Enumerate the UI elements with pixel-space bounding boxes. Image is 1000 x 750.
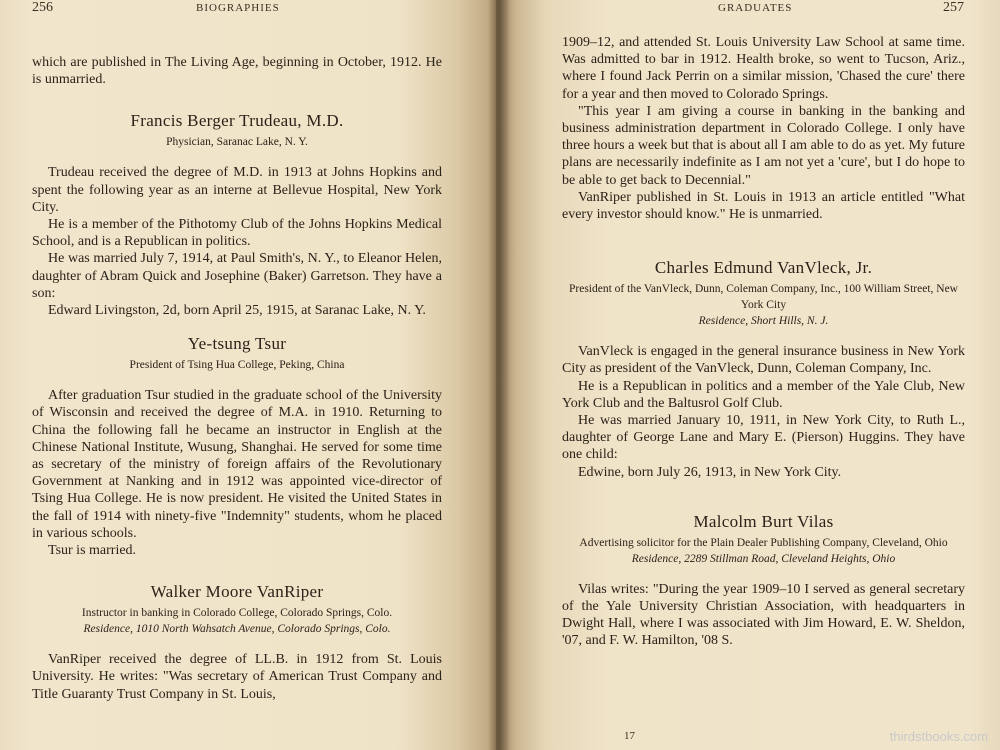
book-gutter bbox=[488, 0, 510, 750]
left-page-number: 256 bbox=[32, 0, 53, 15]
right-page bbox=[496, 0, 1000, 750]
body-paragraph: After graduation Tsur studied in the graduate school of the University of Wisconsin and received the degree of M.A. in 1910. Returning to China the following fall he became an instructor in English at the Chinese National Institute, Wusung, Shanghai. He served for some time as secretary of the ministry of foreign affairs of the Revolutionary Government at Nanking and in 1912 was appointed vice-director of Tsing Hua College. He is now president. He visited the United States in the fall of 1914 with ninety-five "Indemnity" students, whom he placed in various schools. bbox=[32, 388, 442, 541]
entry-name-vilas: Malcolm Burt Vilas bbox=[693, 511, 834, 531]
body-paragraph: "This year I am giving a course in banking in the banking and business administration department in Colorado College. I only have three hours a week but that is about all I am able to do as yet. My future plans are necessarily indefinite as I am not yet a 'cure', but I do hope to be able to get back to Decennial." bbox=[562, 103, 965, 188]
entry-subtitle-vanvleck: President of the VanVleck, Dunn, Coleman Company, Inc., 100 William Street, New York City bbox=[569, 283, 958, 312]
left-column bbox=[32, 54, 442, 703]
watermark: thirdstbooks.com bbox=[889, 729, 988, 744]
body-paragraph: Edwine, born July 26, 1913, in New York City. bbox=[578, 464, 842, 480]
entry-residence-vilas: Residence, 2289 Stillman Road, Cleveland Heights, Ohio bbox=[631, 552, 896, 565]
entry-name-vanriper: Walker Moore VanRiper bbox=[150, 582, 324, 602]
body-paragraph: VanRiper received the degree of LL.B. in 1912 from St. Louis University. He writes: "Was secretary of American Trust Company and Title Guaranty Trust Company in St. Louis, bbox=[32, 652, 442, 702]
intro-paragraph: which are published in The Living Age, beginning in October, 1912. He is unmarried. bbox=[32, 55, 442, 88]
body-paragraph: Tsur is married. bbox=[48, 543, 137, 559]
right-running-head: GRADUATES bbox=[718, 2, 793, 14]
signature-mark: 17 bbox=[624, 730, 635, 742]
body-paragraph: Edward Livingston, 2d, born April 25, 1915, at Saranac Lake, N. Y. bbox=[48, 303, 426, 319]
entry-name-tsur: Ye-tsung Tsur bbox=[187, 334, 287, 354]
entry-subtitle-vilas: Advertising solicitor for the Plain Dealer Publishing Company, Cleveland, Ohio bbox=[579, 536, 948, 549]
entry-name-trudeau: Francis Berger Trudeau, M.D. bbox=[130, 111, 344, 131]
entry-subtitle-tsur: President of Tsing Hua College, Peking, China bbox=[129, 359, 345, 372]
right-column bbox=[562, 34, 965, 650]
entry-subtitle-trudeau: Physician, Saranac Lake, N. Y. bbox=[166, 136, 308, 149]
body-paragraph: He is a Republican in politics and a member of the Yale Club, New York Club and the Baltusrol Golf Club. bbox=[562, 378, 965, 411]
left-running-head: BIOGRAPHIES bbox=[196, 2, 280, 14]
body-paragraph: Trudeau received the degree of M.D. in 1913 at Johns Hopkins and spent the following year as an interne at Bellevue Hospital, New York City. bbox=[32, 165, 442, 215]
body-paragraph: He is a member of the Pithotomy Club of the Johns Hopkins Medical School, and is a Republican in politics. bbox=[32, 217, 442, 250]
body-paragraph: Vilas writes: "During the year 1909–10 I served as general secretary of the Yale University Christian Association, with headquarters in Dwight Hall, where I was associated with Jim Howard, E. W. Sheldon, '07, and F. W. Hamilton, '08 S. bbox=[562, 581, 965, 649]
body-paragraph: VanRiper published in St. Louis in 1913 an article entitled "What every investor should know." He is unmarried. bbox=[562, 189, 965, 223]
entry-name-vanvleck: Charles Edmund VanVleck, Jr. bbox=[654, 258, 873, 278]
entry-residence-vanvleck: Residence, Short Hills, N. J. bbox=[698, 315, 829, 328]
left-page bbox=[0, 0, 496, 750]
right-page-number: 257 bbox=[943, 0, 964, 15]
body-paragraph: 1909–12, and attended St. Louis University Law School at same time. Was admitted to bar in 1912. Health broke, so went to Tucson, Ariz., where I found Jack Perrin on a similar mission, 'Chased the cure' there for a year and then moved to Colorado Springs. bbox=[562, 35, 965, 102]
body-paragraph: VanVleck is engaged in the general insurance business in New York City as president of the VanVleck, Dunn, Coleman Company, Inc. bbox=[562, 344, 965, 377]
entry-residence-vanriper: Residence, 1010 North Wahsatch Avenue, Colorado Springs, Colo. bbox=[83, 623, 391, 636]
body-paragraph: He was married July 7, 1914, at Paul Smith's, N. Y., to Eleanor Helen, daughter of Abram Quick and Josephine (Baker) Garretson. They have a son: bbox=[32, 251, 442, 301]
entry-subtitle-vanriper: Instructor in banking in Colorado College, Colorado Springs, Colo. bbox=[81, 607, 393, 620]
body-paragraph: He was married January 10, 1911, in New York City, to Ruth L., daughter of George Lane and Mary E. (Pierson) Huggins. They have one child: bbox=[562, 413, 965, 463]
